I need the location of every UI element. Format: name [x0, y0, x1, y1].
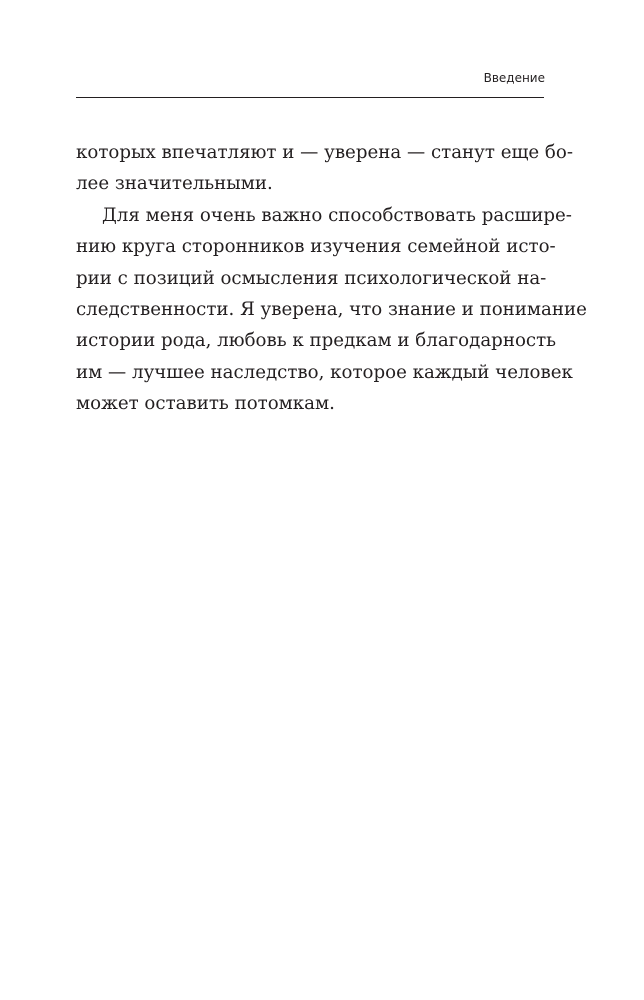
- running-header: Введение: [483, 71, 545, 85]
- text-line: им — лучшее наследство, которое каждый человек: [76, 361, 573, 383]
- text-line: истории рода, любовь к предкам и благодарность: [76, 330, 557, 352]
- text-line: может оставить потомкам.: [76, 393, 335, 415]
- text-line: рии с позиций осмысления психологической на-: [76, 267, 547, 289]
- text-line: лее значительными.: [76, 173, 273, 195]
- header-rule: [76, 97, 544, 98]
- paragraph-2: [76, 200, 587, 420]
- text-line: Для меня очень важно способствовать расшире-: [102, 204, 572, 226]
- text-line: которых впечатляют и — уверена — станут еще бо-: [76, 142, 573, 163]
- text-line: следственности. Я уверена, что знание и понимание: [76, 299, 587, 321]
- paragraph-1: [76, 137, 573, 200]
- text-line: нию круга сторонников изучения семейной исто-: [76, 236, 556, 258]
- body-text: [76, 137, 587, 420]
